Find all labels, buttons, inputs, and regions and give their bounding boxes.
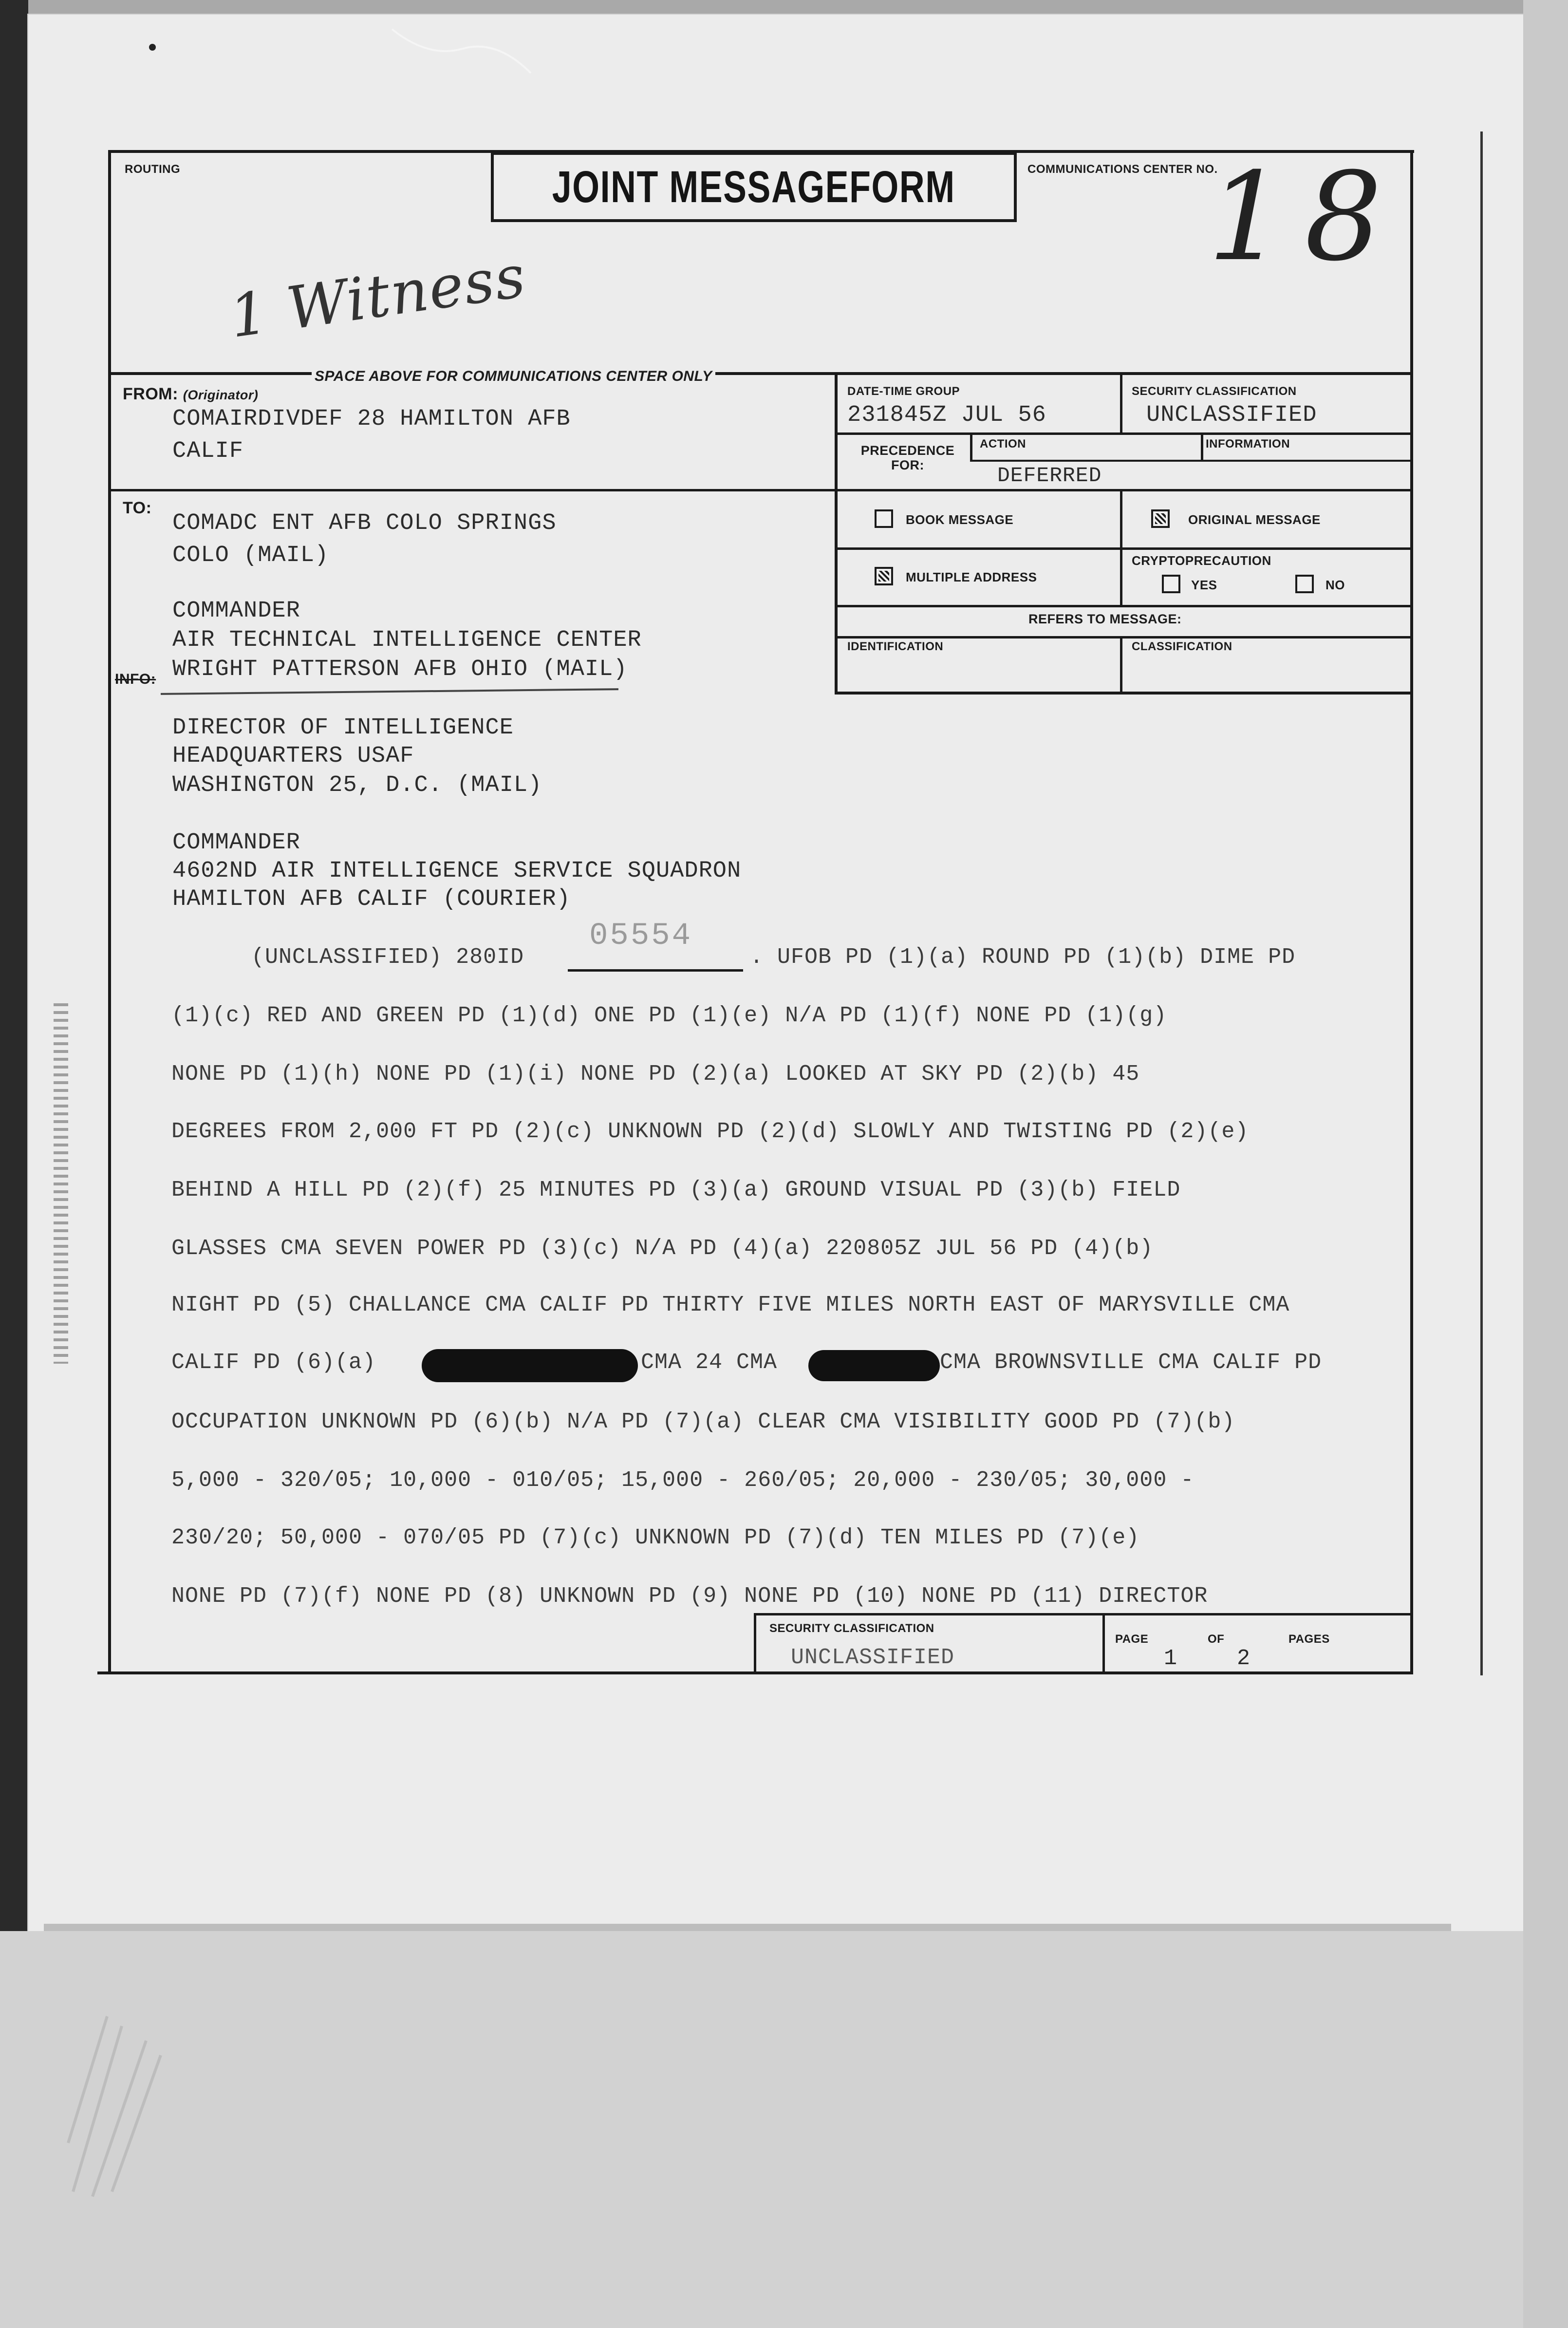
precedence-value: DEFERRED	[997, 464, 1102, 488]
precedence-sub-divider	[970, 460, 1413, 462]
message-line-8-middle: CMA 24 CMA	[641, 1350, 778, 1375]
form-right-border	[1410, 150, 1413, 1674]
to-3-line-2: HEADQUARTERS USAF	[172, 743, 414, 769]
to-4-line-1: COMMANDER	[172, 830, 300, 856]
action-vertical	[970, 432, 972, 462]
crypto-yes-label: YES	[1191, 578, 1217, 592]
to-3-line-1: DIRECTOR OF INTELLIGENCE	[172, 715, 514, 741]
book-vertical	[1120, 489, 1122, 605]
footer-left-border	[754, 1613, 756, 1673]
original-message-checkbox[interactable]	[1151, 509, 1170, 528]
from-label	[123, 385, 258, 404]
dtg-vertical	[1120, 372, 1122, 434]
security-class-label: SECURITY CLASSIFICATION	[1132, 385, 1297, 398]
page-label: PAGE	[1115, 1633, 1149, 1646]
refers-to-label: REFERS TO MESSAGE:	[1028, 612, 1182, 626]
page-number: 1	[1164, 1646, 1178, 1671]
form-left-border	[108, 150, 111, 1674]
book-message-label: BOOK MESSAGE	[906, 512, 1014, 527]
information-label: INFORMATION	[1206, 437, 1290, 451]
original-message-label: ORIGINAL MESSAGE	[1188, 512, 1321, 527]
comm-center-label: COMMUNICATIONS CENTER NO.	[1027, 163, 1218, 176]
right-panel-bottom-border	[835, 692, 1413, 695]
cryptoprecaution-label: CRYPTOPRECAUTION	[1132, 553, 1271, 568]
of-label: OF	[1208, 1633, 1225, 1646]
refers-divider	[835, 636, 1413, 638]
scan-bottom-area	[0, 1931, 1568, 2328]
originator-label: (Originator)	[183, 388, 259, 402]
message-line-1: . UFOB PD (1)(a) ROUND PD (1)(b) DIME PD	[750, 945, 1296, 970]
to-1-line-1: COMADC ENT AFB COLO SPRINGS	[172, 510, 557, 536]
from-divider	[111, 489, 837, 491]
footer-top-border	[754, 1613, 1413, 1615]
message-line-11: 230/20; 50,000 - 070/05 PD (7)(c) UNKNOWN PD (7)(d) TEN MILES PD (7)(e)	[171, 1525, 1140, 1550]
message-line-6: GLASSES CMA SEVEN POWER PD (3)(c) N/A PD (4)(a) 220805Z JUL 56 PD (4)(b)	[171, 1236, 1154, 1261]
scan-right-edge	[1523, 0, 1568, 2328]
precedence-divider	[835, 489, 1413, 491]
precedence-label: PRECEDENCE FOR:	[860, 443, 955, 472]
page-total: 2	[1237, 1646, 1251, 1671]
message-line-4: DEGREES FROM 2,000 FT PD (2)(c) UNKNOWN PD (2)(d) SLOWLY AND TWISTING PD (2)(e)	[171, 1119, 1249, 1144]
to-label: TO:	[123, 499, 152, 517]
to-2-line-3: WRIGHT PATTERSON AFB OHIO (MAIL)	[172, 657, 628, 682]
message-number: 05554	[589, 919, 693, 954]
dtg-divider	[835, 432, 1413, 435]
routing-label: ROUTING	[125, 163, 181, 176]
scan-dot-mark	[149, 44, 156, 51]
book-divider	[835, 547, 1413, 550]
scan-hair-icon	[390, 19, 536, 78]
to-4-line-2: 4602ND AIR INTELLIGENCE SERVICE SQUADRON	[172, 858, 742, 884]
identification-label: IDENTIFICATION	[847, 640, 944, 653]
message-line-3: NONE PD (1)(h) NONE PD (1)(i) NONE PD (2)(a) LOOKED AT SKY PD (2)(b) 45	[171, 1062, 1140, 1087]
info-mark: INFO:	[115, 671, 156, 687]
routing-handwritten-note: 1 Witness	[225, 243, 530, 351]
bottom-scribble	[63, 1997, 170, 2201]
pages-label: PAGES	[1288, 1633, 1330, 1646]
book-message-checkbox[interactable]	[875, 509, 893, 528]
footer-security-label: SECURITY CLASSIFICATION	[769, 1622, 934, 1635]
scan-top-edge	[28, 0, 1568, 15]
from-line-1: COMAIRDIVDEF 28 HAMILTON AFB	[172, 406, 571, 432]
dtg-value: 231845Z JUL 56	[847, 402, 1046, 428]
message-line-9: OCCUPATION UNKNOWN PD (6)(b) N/A PD (7)(a) CLEAR CMA VISIBILITY GOOD PD (7)(b)	[171, 1409, 1235, 1434]
crypto-no-label: NO	[1325, 578, 1345, 592]
header-divider	[111, 372, 1413, 375]
to-4-line-3: HAMILTON AFB CALIF (COURIER)	[172, 886, 571, 912]
space-above-note: SPACE ABOVE FOR COMMUNICATIONS CENTER ONLY	[312, 368, 715, 385]
crypto-yes-checkbox[interactable]	[1162, 575, 1180, 593]
bottom-scribble-icon	[63, 1997, 170, 2201]
to-1-line-2: COLO (MAIL)	[172, 543, 329, 568]
message-line-8-end: CMA BROWNSVILLE CMA CALIF PD	[940, 1350, 1322, 1375]
to-2-line-1: COMMANDER	[172, 598, 300, 624]
to-3-line-3: WASHINGTON 25, D.C. (MAIL)	[172, 772, 542, 798]
dtg-label: DATE-TIME GROUP	[847, 385, 960, 398]
message-line-8: CALIF PD (6)(a)	[171, 1350, 376, 1375]
message-line-7: NIGHT PD (5) CHALLANCE CMA CALIF PD THIRTY FIVE MILES NORTH EAST OF MARYSVILLE CMA	[171, 1293, 1290, 1317]
footer-security-value: UNCLASSIFIED	[791, 1645, 955, 1670]
refers-vertical	[1120, 636, 1122, 694]
right-panel-left-border	[835, 372, 838, 695]
scan-right-rule	[1480, 131, 1483, 1675]
message-prefix: (UNCLASSIFIED) 280ID	[251, 945, 524, 970]
from-label-text: FROM:	[123, 385, 178, 403]
scan-hair-mark	[390, 19, 536, 78]
margin-scribble	[54, 1003, 68, 1364]
multi-divider	[835, 605, 1413, 607]
form-title-text: JOINT MESSAGEFORM	[552, 162, 955, 212]
classification-label: CLASSIFICATION	[1132, 640, 1232, 653]
multiple-address-label: MULTIPLE ADDRESS	[906, 570, 1037, 584]
comm-center-number: 18	[1208, 146, 1402, 288]
info-vertical	[1201, 432, 1203, 462]
message-number-underline	[568, 969, 743, 972]
security-class-value: UNCLASSIFIED	[1146, 402, 1317, 428]
message-line-12: NONE PD (7)(f) NONE PD (8) UNKNOWN PD (9) NONE PD (10) NONE PD (11) DIRECTOR	[171, 1584, 1208, 1609]
message-line-2: (1)(c) RED AND GREEN PD (1)(d) ONE PD (1)(e) N/A PD (1)(f) NONE PD (1)(g)	[171, 1003, 1167, 1028]
message-line-10: 5,000 - 320/05; 10,000 - 010/05; 15,000 - 260/05; 20,000 - 230/05; 30,000 -	[171, 1468, 1195, 1493]
action-label: ACTION	[980, 437, 1026, 451]
to-2-line-2: AIR TECHNICAL INTELLIGENCE CENTER	[172, 627, 642, 653]
multiple-address-checkbox[interactable]	[875, 567, 893, 585]
from-line-2: CALIF	[172, 438, 244, 464]
form-title	[491, 152, 1017, 222]
footer-mid-border	[1102, 1613, 1105, 1673]
crypto-no-checkbox[interactable]	[1295, 575, 1314, 593]
redaction-bar-1	[422, 1349, 638, 1382]
redaction-bar-2	[808, 1350, 940, 1381]
message-line-5: BEHIND A HILL PD (2)(f) 25 MINUTES PD (3)(a) GROUND VISUAL PD (3)(b) FIELD	[171, 1178, 1181, 1202]
